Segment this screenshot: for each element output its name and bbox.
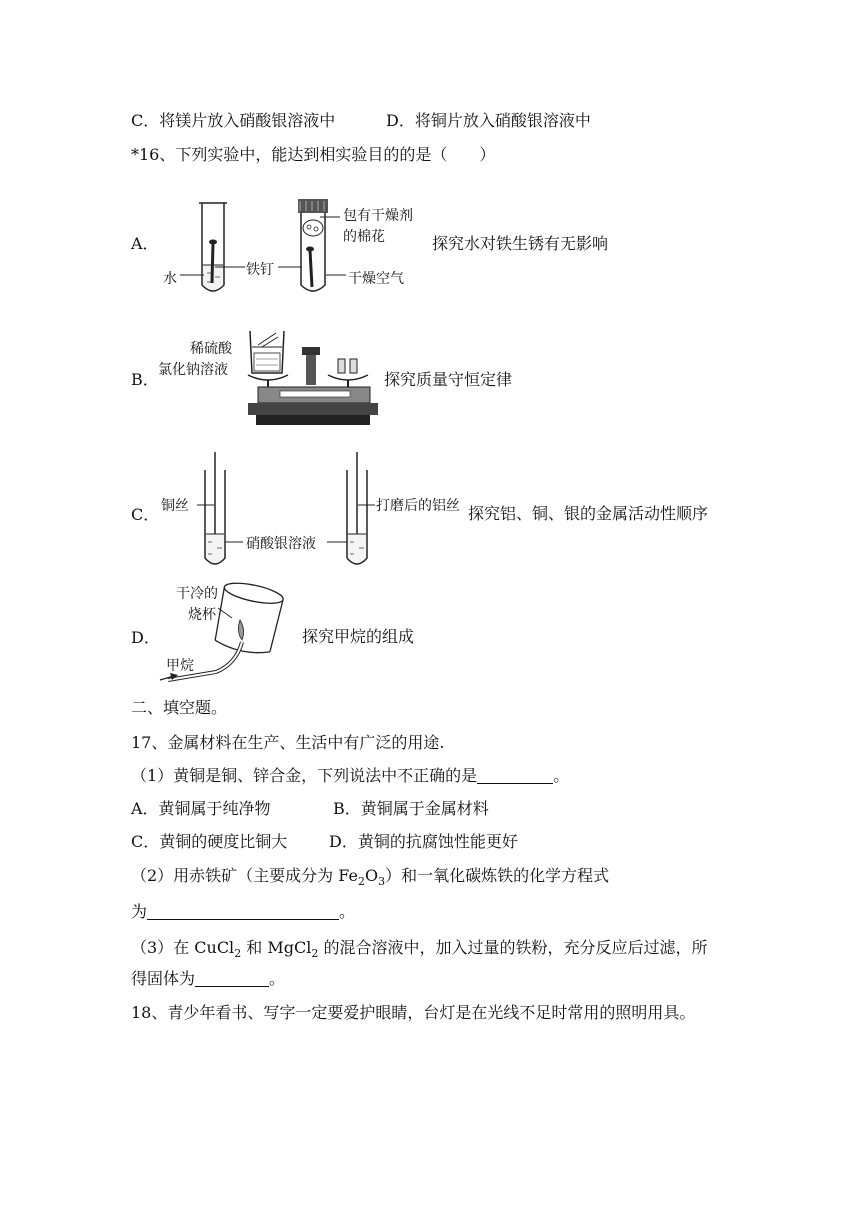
q17-option-d: D．黄铜的抗腐蚀性能更好 — [329, 832, 518, 851]
q15-option-d: D．将铜片放入硝酸银溶液中 — [386, 111, 591, 130]
q16-option-a-letter: A． — [131, 234, 159, 253]
label-salt-solution: 氯化钠溶液 — [158, 362, 228, 378]
section-title-fill-in: 二、填空题。 — [131, 698, 228, 717]
label-aluminum-wire: 打磨后的铝丝 — [376, 498, 460, 514]
label-acid: 稀硫酸 — [190, 341, 232, 357]
label-dry-air: 干燥空气 — [348, 271, 404, 287]
q16-option-c-desc: 探究铝、铜、银的金属活动性顺序 — [468, 504, 709, 523]
q16-option-b-letter: B． — [131, 370, 159, 389]
label-water: 水 — [163, 271, 177, 287]
q17-part-3-line-2: 得固体为 。 — [131, 969, 286, 988]
label-silver-nitrate: 硝酸银溶液 — [246, 536, 316, 552]
answer-blank-3[interactable] — [195, 970, 269, 987]
label-cotton-2: 的棉花 — [343, 229, 385, 245]
label-beaker-2: 烧杯 — [188, 607, 216, 623]
q16-option-d-desc: 探究甲烷的组成 — [302, 627, 415, 646]
q17-option-a: A．黄铜属于纯净物 — [131, 799, 271, 818]
label-nail: 铁钉 — [246, 262, 274, 278]
figure-b-balance — [240, 325, 380, 430]
answer-blank-1[interactable] — [477, 767, 553, 784]
q17-option-b: B．黄铜属于金属材料 — [333, 799, 489, 818]
label-cotton-1: 包有干燥剂 — [343, 208, 413, 224]
q16-option-b-desc: 探究质量守恒定律 — [384, 370, 513, 389]
q17-stem: 17、金属材料在生产、生活中有广泛的用途. — [131, 733, 445, 752]
q17-part-2: （2）用赤铁矿（主要成分为 $Fe_2O_3$）和一氧化碳炼铁的化学方程式 — [131, 866, 610, 889]
q16-stem: *16、下列实验中，能达到相实验目的的是（ ） — [131, 145, 496, 164]
label-copper-wire: 铜丝 — [161, 498, 189, 514]
q16-option-c-letter: C． — [131, 505, 160, 524]
q16-option-a-desc: 探究水对铁生锈有无影响 — [432, 234, 609, 253]
q16-option-d-letter: D． — [131, 628, 160, 647]
answer-blank-2[interactable] — [147, 903, 339, 920]
q17-part-2-line-2: 为 。 — [131, 902, 356, 921]
figure-c-test-tubes — [195, 448, 375, 573]
q17-part-3: （3）在 CuCl$_2$ 和 MgCl$_2$ 的混合溶液中，加入过量的铁粉，充分反应后过滤，所 — [131, 938, 708, 961]
q15-option-c: C．将镁片放入硝酸银溶液中 — [131, 111, 336, 130]
q17-option-c: C．黄铜的硬度比铜大 — [131, 832, 288, 851]
label-beaker-1: 干冷的 — [176, 586, 218, 602]
q17-part-1: （1）黄铜是铜、锌合金，下列说法中不正确的是 。 — [131, 766, 570, 785]
q18-stem: 18、青少年看书、写字一定要爱护眼睛，台灯是在光线不足时常用的照明用具。 — [131, 1003, 696, 1022]
label-methane: 甲烷 — [166, 658, 194, 674]
